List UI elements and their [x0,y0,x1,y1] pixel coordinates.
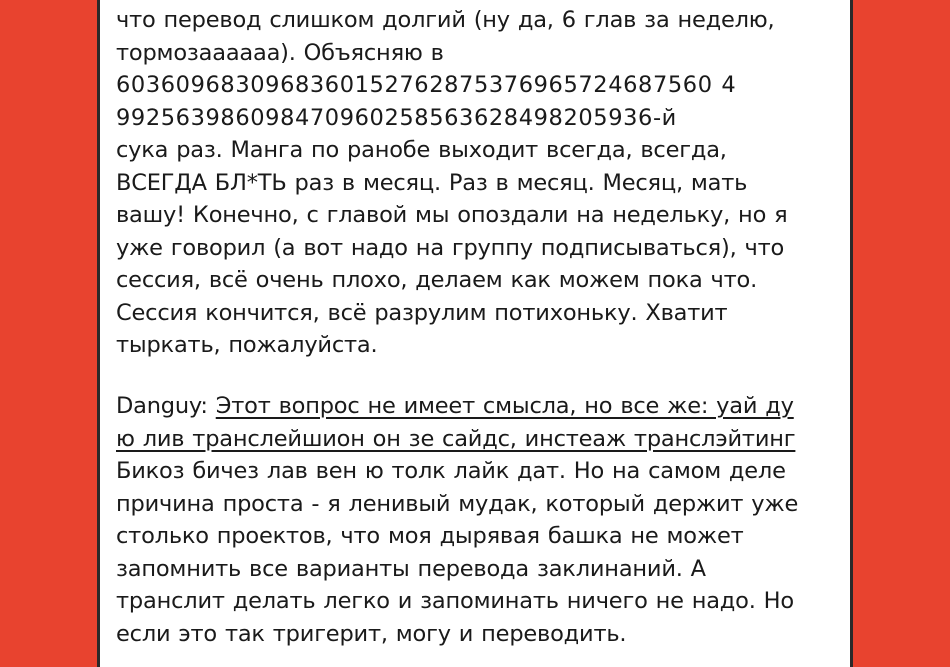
text-line: вашу! Конечно, с главой мы опоздали на недельку, но я [116,202,788,228]
text-line: уже говорил (а вот надо на группу подписываться), что [116,234,785,261]
text-line: транслит делать легко и запоминать ничего не надо. Но [116,588,794,614]
text-line-number: 6036096830968360152762875376965724687560 4 [116,72,737,98]
question-line-1 [116,390,844,423]
text-line: что перевод слишком долгий (ну да, 6 глав за неделю, [116,7,775,33]
question-text: Этот вопрос не имеет смысла, но все же: уай ду [215,393,794,419]
answer-paragraph-2 [116,390,844,650]
text-line: Сессия кончится, всё разрулим потихоньку. Хватит [116,299,728,326]
text-line: сука раз. Манга по ранобе выходит всегда, всегда, [116,137,727,163]
text-line: тыркать, пожалуйста. [116,332,378,358]
text-line-number: 992563986098470960258563628498205936-й [116,104,677,131]
question-line-2 [116,423,844,456]
text-line: запомнить все варианты перевода заклинаний. А [116,555,706,582]
text-line: Бикоз бичез лав вен ю толк лайк дат. Но на самом деле [116,458,786,484]
text-line: ВСЕГДА БЛ*ТЬ раз в месяц. Раз в месяц. Месяц, мать [116,169,748,196]
text-line: тормозаааааа). Объясняю в [116,39,444,66]
text-line: столько проектов, что моя дырявая башка не может [116,523,744,549]
answer-paragraph-1 [116,4,844,362]
text-line: если это так тригерит, могу и переводить. [116,620,627,647]
author-name: Danguy: [116,393,208,419]
text-panel [97,0,853,667]
text-line: причина проста - я ленивый мудак, который держит уже [116,490,799,517]
text-line: сессия, всё очень плохо, делаем как можем пока что. [116,267,758,293]
question-text: ю лив транслейшион он зе сайдс, инстеаж транслэйтинг [116,425,796,452]
